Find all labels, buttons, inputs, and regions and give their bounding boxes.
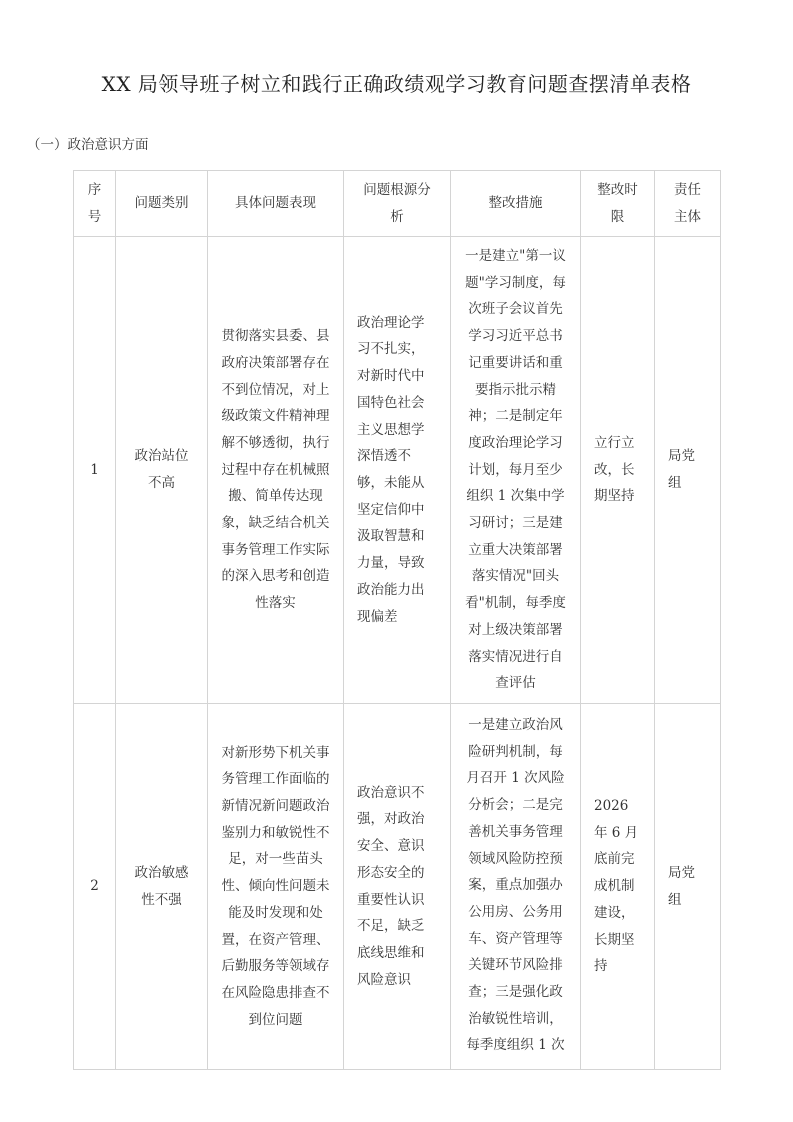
- cell-measures-text: 一是建立政治风险研判机制，每月召开 1 次风险分析会；二是完善机关事务管理领域风险防控预案，重点加强办公用房、公务用车、资产管理等关键环节风险排查；三是强化政治敏锐性培训，每季度组织 1 次: [466, 717, 565, 1054]
- document-title: XX 局领导班子树立和践行正确政绩观学习教育问题查摆清单表格: [101, 72, 692, 96]
- cell-problem: 对新形势下机关事务管理工作面临的新情况新问题政治鉴别力和敏锐性不足，对一些苗头性、倾向性问题未能及时发现和处置，在资产管理、后勤服务等领域存在风险隐患排查不到位问题: [208, 704, 344, 1070]
- cell-measures: 一是建立"第一议题"学习制度，每次班子会议首先学习习近平总书记重要讲话和重要指示批示精神；二是制定年度政治理论学习计划，每月至少组织 1 次集中学习研讨；三是建立重大决策部署落实情况"回头看"机制，每季度对上级决策部署落实情况进行自查评估: [451, 237, 581, 704]
- cell-root-cause: 政治理论学习不扎实，对新时代中国特色社会主义思想学深悟透不够，未能从坚定信仰中汲取智慧和力量，导致政治能力出现偏差: [344, 237, 451, 704]
- cell-measures: [451, 704, 581, 1070]
- header-no: 序号: [74, 171, 116, 237]
- cell-problem: 贯彻落实县委、县政府决策部署存在不到位情况，对上级政策文件精神理解不够透彻，执行过程中存在机械照搬、简单传达现象，缺乏结合机关事务管理工作实际的深入思考和创造性落实: [208, 237, 344, 704]
- header-problem: 具体问题表现: [208, 171, 344, 237]
- cell-category: 政治敏感性不强: [116, 704, 208, 1070]
- header-deadline: 整改时限: [581, 171, 655, 237]
- header-category: 问题类别: [116, 171, 208, 237]
- cell-responsible: 局党组: [655, 704, 721, 1070]
- cell-no: 2: [74, 704, 116, 1070]
- problem-checklist-table: [73, 170, 721, 1070]
- table-row: [74, 237, 721, 704]
- header-measures: 整改措施: [451, 171, 581, 237]
- section-heading: （一）政治意识方面: [27, 137, 149, 153]
- header-responsible: 责任主体: [655, 171, 721, 237]
- cell-responsible: 局党组: [655, 237, 721, 704]
- table-header-row: [74, 171, 721, 237]
- table-row: [74, 704, 721, 1070]
- cell-root-cause: 政治意识不强，对政治安全、意识形态安全的重要性认识不足，缺乏底线思维和风险意识: [344, 704, 451, 1070]
- cell-deadline: 立行立改，长期坚持: [581, 237, 655, 704]
- cell-no: 1: [74, 237, 116, 704]
- header-root-cause: 问题根源分析: [344, 171, 451, 237]
- cell-category: 政治站位不高: [116, 237, 208, 704]
- cell-deadline: 2026 年 6 月底前完成机制建设，长期坚持: [581, 704, 655, 1070]
